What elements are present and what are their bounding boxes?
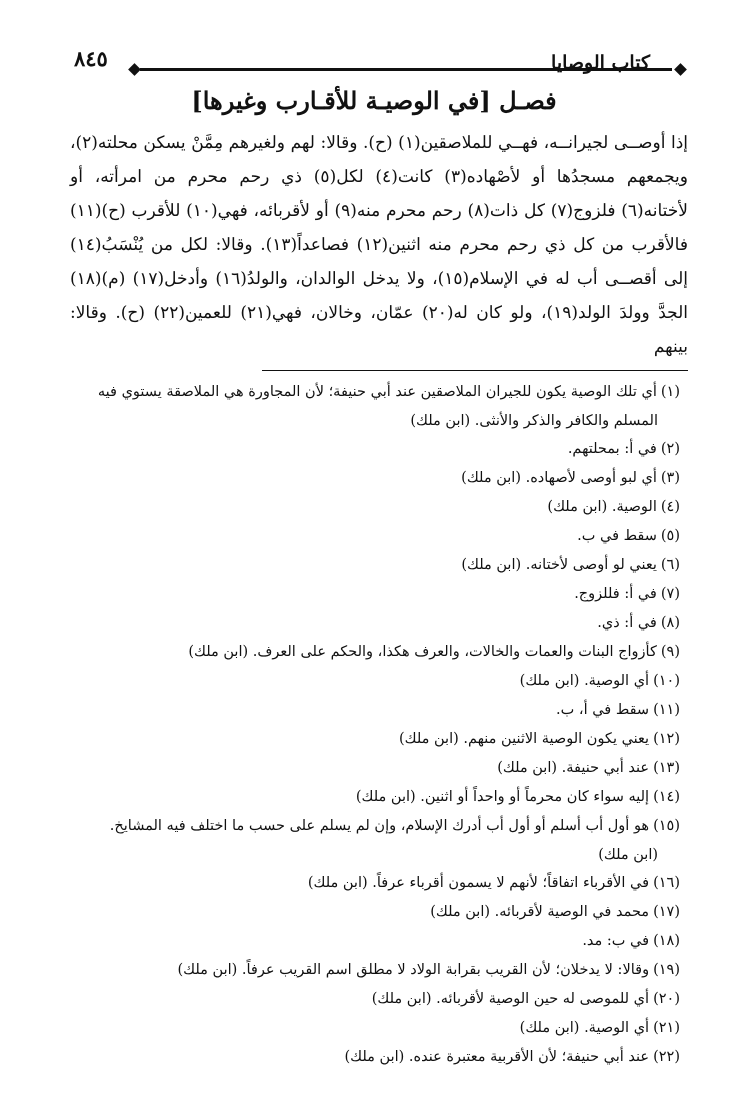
footnote-number: (١١) [653,702,680,718]
footnote-item [62,754,680,783]
footnote-item [62,812,680,869]
footnote-text: في أ: ذي. [597,615,657,631]
footnote-text: وقالا: لا يدخلان؛ لأن القريب بقرابة الولاد لا مطلق اسم القريب عرفاً. (ابن ملك) [177,962,650,978]
footnote-number: (٨) [660,615,680,631]
footnote-text: سقط في أ، ب. [556,702,650,718]
section-title: فصـل [في الوصيـة للأقـارب وغيرها] [191,86,557,115]
footnotes-list [62,378,680,1072]
footnote-item [62,638,680,667]
footnote-item [62,1043,680,1072]
footnote-text: أي الوصية. (ابن ملك) [519,673,650,689]
footnote-text: هو أول أب أسلم أو أول أب أدرك الإسلام، وإن لم يسلم على حسب ما اختلف فيه المشايخ. [109,818,650,834]
footnote-number: (١٥) [653,818,680,834]
footnote-text: إليه سواء كان محرماً أو واحداً أو اثنين. (ابن ملك) [355,789,650,805]
footnote-number: (٢٠) [653,991,680,1007]
footnote-text: سقط في ب. [577,528,657,544]
footnote-number: (١٩) [653,962,680,978]
footnote-text: عند أبي حنيفة. (ابن ملك) [497,760,650,776]
footnote-item [62,1014,680,1043]
footnote-text: أي للموصى له حين الوصية لأقربائه. (ابن ملك) [371,991,650,1007]
footnote-item [62,985,680,1014]
footnote-item [62,696,680,725]
footnote-separator [262,370,688,371]
footnote-item [62,464,680,493]
footnote-item [62,609,680,638]
footnote-text: في أ: بمحلتهم. [567,441,657,457]
footnote-item [62,580,680,609]
footnote-item [62,725,680,754]
footnote-number: (١٦) [653,875,680,891]
footnote-number: (١) [660,384,680,400]
footnote-number: (٢٢) [653,1049,680,1065]
footnote-number: (١٢) [653,731,680,747]
footnote-text: عند أبي حنيفة؛ لأن الأقربية معتبرة عنده. (ابن ملك) [344,1049,650,1065]
header-diamond-right [674,63,687,76]
footnote-number: (١٠) [653,673,680,689]
footnote-number: (٢١) [653,1020,680,1036]
footnote-number: (٩) [660,644,680,660]
footnote-item [62,435,680,464]
footnote-item [62,898,680,927]
footnote-number: (٧) [660,586,680,602]
footnote-text: أي الوصية. (ابن ملك) [519,1020,650,1036]
footnote-text: يعني يكون الوصية الاثنين منهم. (ابن ملك) [398,731,650,747]
footnote-number: (٤) [660,499,680,515]
footnote-text: في أ: فللزوج. [574,586,657,602]
footnote-text: أي لبو أوصى لأصهاده. (ابن ملك) [461,470,657,486]
footnote-text: الوصية. (ابن ملك) [547,499,657,515]
footnote-number: (١٤) [653,789,680,805]
header-diamond-left [128,63,141,76]
footnote-item [62,927,680,956]
running-header-title: كتاب الوصايا [551,52,650,74]
footnote-item [62,667,680,696]
footnote-number: (٥) [660,528,680,544]
footnote-number: (٦) [660,557,680,573]
page-number: ٨٤٥ [74,46,108,71]
footnote-number: (١٧) [653,904,680,920]
footnote-text: أي تلك الوصية يكون للجيران الملاصقين عند أبي حنيفة؛ لأن المجاورة هي الملاصقة يستوي فيه [97,384,657,400]
footnote-text: في ب: مد. [582,933,650,949]
main-text: إذا أوصــى لجيرانــه، فهــي للملاصقين(١) (ح). وقالا: لهم ولغيرهم مِمَّنْ يسكن محلته(٢)، ويجمعهم مسجدُها أو لأصْهاده(٣) كانت(٤) لكل(٥) ذي رحم محرم من امرأته، أو لأختانه(٦) فلزوج(٧) كل ذات(٨) رحم محرم منه(٩) أو لأقربائه، فهي(١٠) للأقرب (ح)(١١) فالأقرب من كل ذي رحم محرم منه اثنين(١٢) فصاعداً(١٣). وقالا: لكل من يُنْسَبُ(١٤) إلى أقصــى أب له في الإسلام(١٥)، ولا يدخل الوالدان، والولدُ(١٦) وأدخل(١٧) (م)(١٨) الجدَّ وولدَ الولد(١٩)، ولو كان له(٢٠) عمّان، وخالان، فهي(٢١) للعمين(٢٢) (ح). وقالا: بينهم [70,133,689,357]
footnote-text: في الأقرباء اتفاقاً؛ لأنهم لا يسمون أقرباء عرفاً. (ابن ملك) [307,875,650,891]
footnote-text: محمد في الوصية لأقربائه. (ابن ملك) [430,904,650,920]
main-text-block [70,126,688,364]
footnote-item [62,522,680,551]
footnote-text: يعني لو أوصى لأختانه. (ابن ملك) [461,557,657,573]
footnote-continuation: المسلم والكافر والذكر والأنثى. (ابن ملك) [410,413,658,429]
footnote-number: (١٣) [653,760,680,776]
footnote-item [62,551,680,580]
footnote-number: (٣) [660,470,680,486]
footnote-item [62,956,680,985]
footnote-item [62,378,680,435]
footnote-item [62,869,680,898]
footnote-item [62,783,680,812]
footnote-number: (١٨) [653,933,680,949]
footnote-text: كأزواج البنات والعمات والخالات، والعرف هكذا، والحكم على العرف. (ابن ملك) [188,644,657,660]
footnote-number: (٢) [660,441,680,457]
footnote-continuation: (ابن ملك) [598,847,658,863]
footnote-item [62,493,680,522]
